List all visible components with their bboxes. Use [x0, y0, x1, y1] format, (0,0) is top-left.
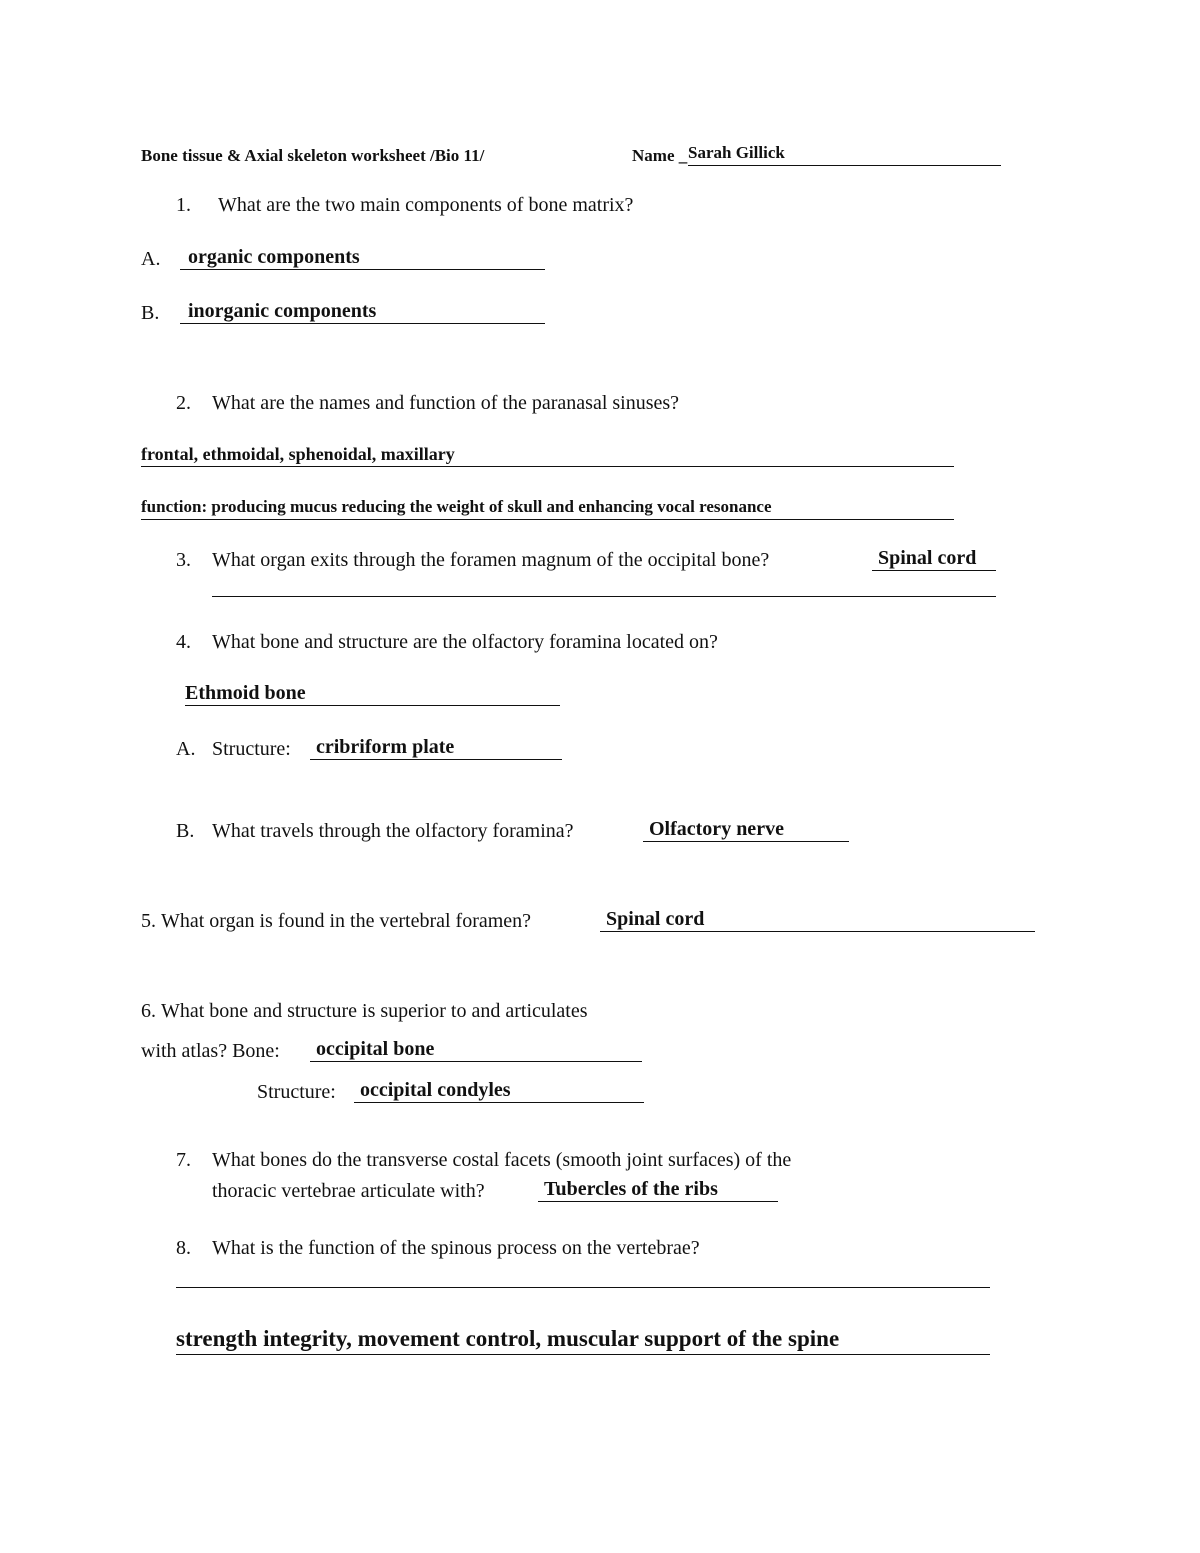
question-1-a-answer[interactable]: organic components — [180, 246, 545, 270]
question-1-a-label: A. — [141, 248, 161, 270]
worksheet-title: Bone tissue & Axial skeleton worksheet /Bio 11/ — [141, 146, 485, 165]
question-7-answer[interactable]: Tubercles of the ribs — [538, 1178, 778, 1202]
question-1-text: What are the two main components of bone matrix? — [218, 194, 634, 216]
question-3-text: What organ exits through the foramen magnum of the occipital bone? — [212, 549, 770, 571]
question-1-number: 1. — [176, 194, 191, 216]
question-8-blank-line[interactable] — [176, 1287, 990, 1288]
question-7-number: 7. — [176, 1149, 191, 1171]
question-6-text-line2: with atlas? Bone: — [141, 1040, 280, 1062]
question-5-number: 5. — [141, 910, 156, 932]
question-7-text-line1: What bones do the transverse costal facets (smooth joint surfaces) of the — [212, 1149, 792, 1171]
question-6-structure-answer[interactable]: occipital condyles — [354, 1079, 644, 1103]
question-4-a-label: A. — [176, 738, 196, 760]
question-3-number: 3. — [176, 549, 191, 571]
question-4-b-text: What travels through the olfactory foramina? — [212, 820, 574, 842]
name-field[interactable]: Sarah Gillick — [688, 142, 1001, 166]
question-7-text-line2: thoracic vertebrae articulate with? — [212, 1180, 485, 1202]
question-4-number: 4. — [176, 631, 191, 653]
question-5-answer[interactable]: Spinal cord — [600, 908, 1035, 932]
question-8-text: What is the function of the spinous process on the vertebrae? — [212, 1237, 700, 1259]
question-2-answer-names[interactable]: frontal, ethmoidal, sphenoidal, maxillary — [141, 443, 954, 467]
question-4-bone-answer[interactable]: Ethmoid bone — [185, 682, 560, 706]
question-2-text: What are the names and function of the paranasal sinuses? — [212, 392, 680, 414]
question-6-text-line1: What bone and structure is superior to and articulates — [161, 1000, 588, 1022]
question-6-number: 6. — [141, 1000, 156, 1022]
question-3-extra-line[interactable] — [212, 596, 996, 597]
question-4-a-answer[interactable]: cribriform plate — [310, 736, 562, 760]
question-4-b-answer[interactable]: Olfactory nerve — [643, 818, 849, 842]
question-1-b-answer[interactable]: inorganic components — [180, 300, 545, 324]
question-8-number: 8. — [176, 1237, 191, 1259]
question-8-answer[interactable]: strength integrity, movement control, muscular support of the spine — [176, 1324, 990, 1355]
question-4-b-label: B. — [176, 820, 195, 842]
question-6-structure-label: Structure: — [257, 1081, 336, 1103]
question-3-answer[interactable]: Spinal cord — [872, 547, 996, 571]
name-label: Name _ — [632, 146, 688, 165]
question-4-a-text: Structure: — [212, 738, 291, 760]
question-4-text: What bone and structure are the olfactory foramina located on? — [212, 631, 718, 653]
question-2-answer-function[interactable]: function: producing mucus reducing the weight of skull and enhancing vocal resonance — [141, 496, 954, 520]
question-2-number: 2. — [176, 392, 191, 414]
question-6-bone-answer[interactable]: occipital bone — [310, 1038, 642, 1062]
question-5-text: What organ is found in the vertebral foramen? — [161, 910, 532, 932]
question-1-b-label: B. — [141, 302, 160, 324]
